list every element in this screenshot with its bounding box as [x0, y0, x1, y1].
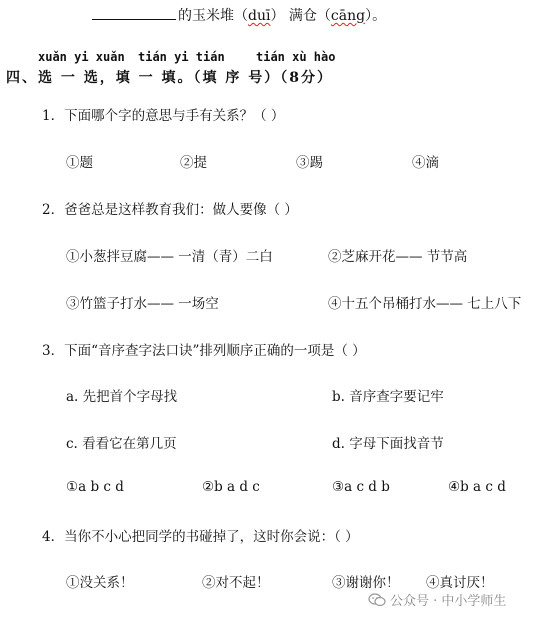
q3-phrase-a: a. 先把首个字母找	[66, 389, 178, 405]
pinyin-dui: duī	[248, 8, 271, 24]
q3-phrase-c: c. 看看它在第几页	[66, 436, 177, 452]
q4-option-1: ①没关系！	[66, 575, 134, 591]
top-line-mid: ） 满仓（	[270, 8, 331, 24]
top-fill-line	[92, 5, 386, 25]
q2-option-2: ②芝麻开花—— 节节高	[328, 249, 468, 265]
q2-option-1: ①小葱拌豆腐—— 一清（青）二白	[66, 249, 273, 265]
q3-answer-3: ③a c d b	[332, 479, 390, 495]
q2-option-3: ③竹篮子打水—— 一场空	[66, 296, 219, 312]
q3-phrase-b: b. 音序查字要记牢	[332, 389, 444, 405]
q4-option-4: ④真讨厌！	[426, 575, 494, 591]
question-3: 3．下面“音序查字法口诀”排列顺序正确的一项是（ ）	[42, 343, 366, 359]
answer-blank	[92, 7, 176, 20]
q1-option-3: ③踢	[296, 155, 323, 171]
section-heading: 四、选 一 选，填 一 填。（填 序 号）（8分）	[6, 70, 333, 86]
q1-option-4: ④滴	[412, 155, 439, 171]
q3-answer-2: ②b a d c	[202, 479, 260, 495]
watermark	[368, 590, 506, 609]
pinyin-xuhao: tián xù hào	[256, 50, 336, 64]
pinyin-xuan: xuǎn yi xuǎn	[38, 50, 125, 64]
pinyin-tian: tián yi tián	[138, 50, 225, 64]
question-1: 1．下面哪个字的意思与手有关系？（ ）	[42, 108, 285, 124]
q1-option-1: ①题	[66, 155, 93, 171]
question-2: 2．爸爸总是这样教育我们：做人要像（ ）	[42, 202, 298, 218]
top-line-end: ）。	[365, 8, 387, 24]
watermark-text: 公众号 · 中小学师生	[390, 594, 507, 609]
wechat-icon	[368, 593, 386, 607]
q1-option-2: ②提	[180, 155, 207, 171]
q3-answer-1: ①a b c d	[66, 479, 124, 495]
q4-option-2: ②对不起！	[202, 575, 270, 591]
question-4: 4．当你不小心把同学的书碰掉了，这时你会说：（ ）	[42, 529, 359, 545]
q3-answer-4: ④b a c d	[448, 479, 506, 495]
q4-option-3: ③谢谢你！	[332, 575, 400, 591]
q2-option-4: ④十五个吊桶打水—— 七上八下	[328, 296, 522, 312]
q3-phrase-d: d. 字母下面找音节	[332, 436, 444, 452]
pinyin-cang: cāng	[330, 8, 366, 24]
top-line-suffix: 的玉米堆（	[178, 8, 248, 24]
